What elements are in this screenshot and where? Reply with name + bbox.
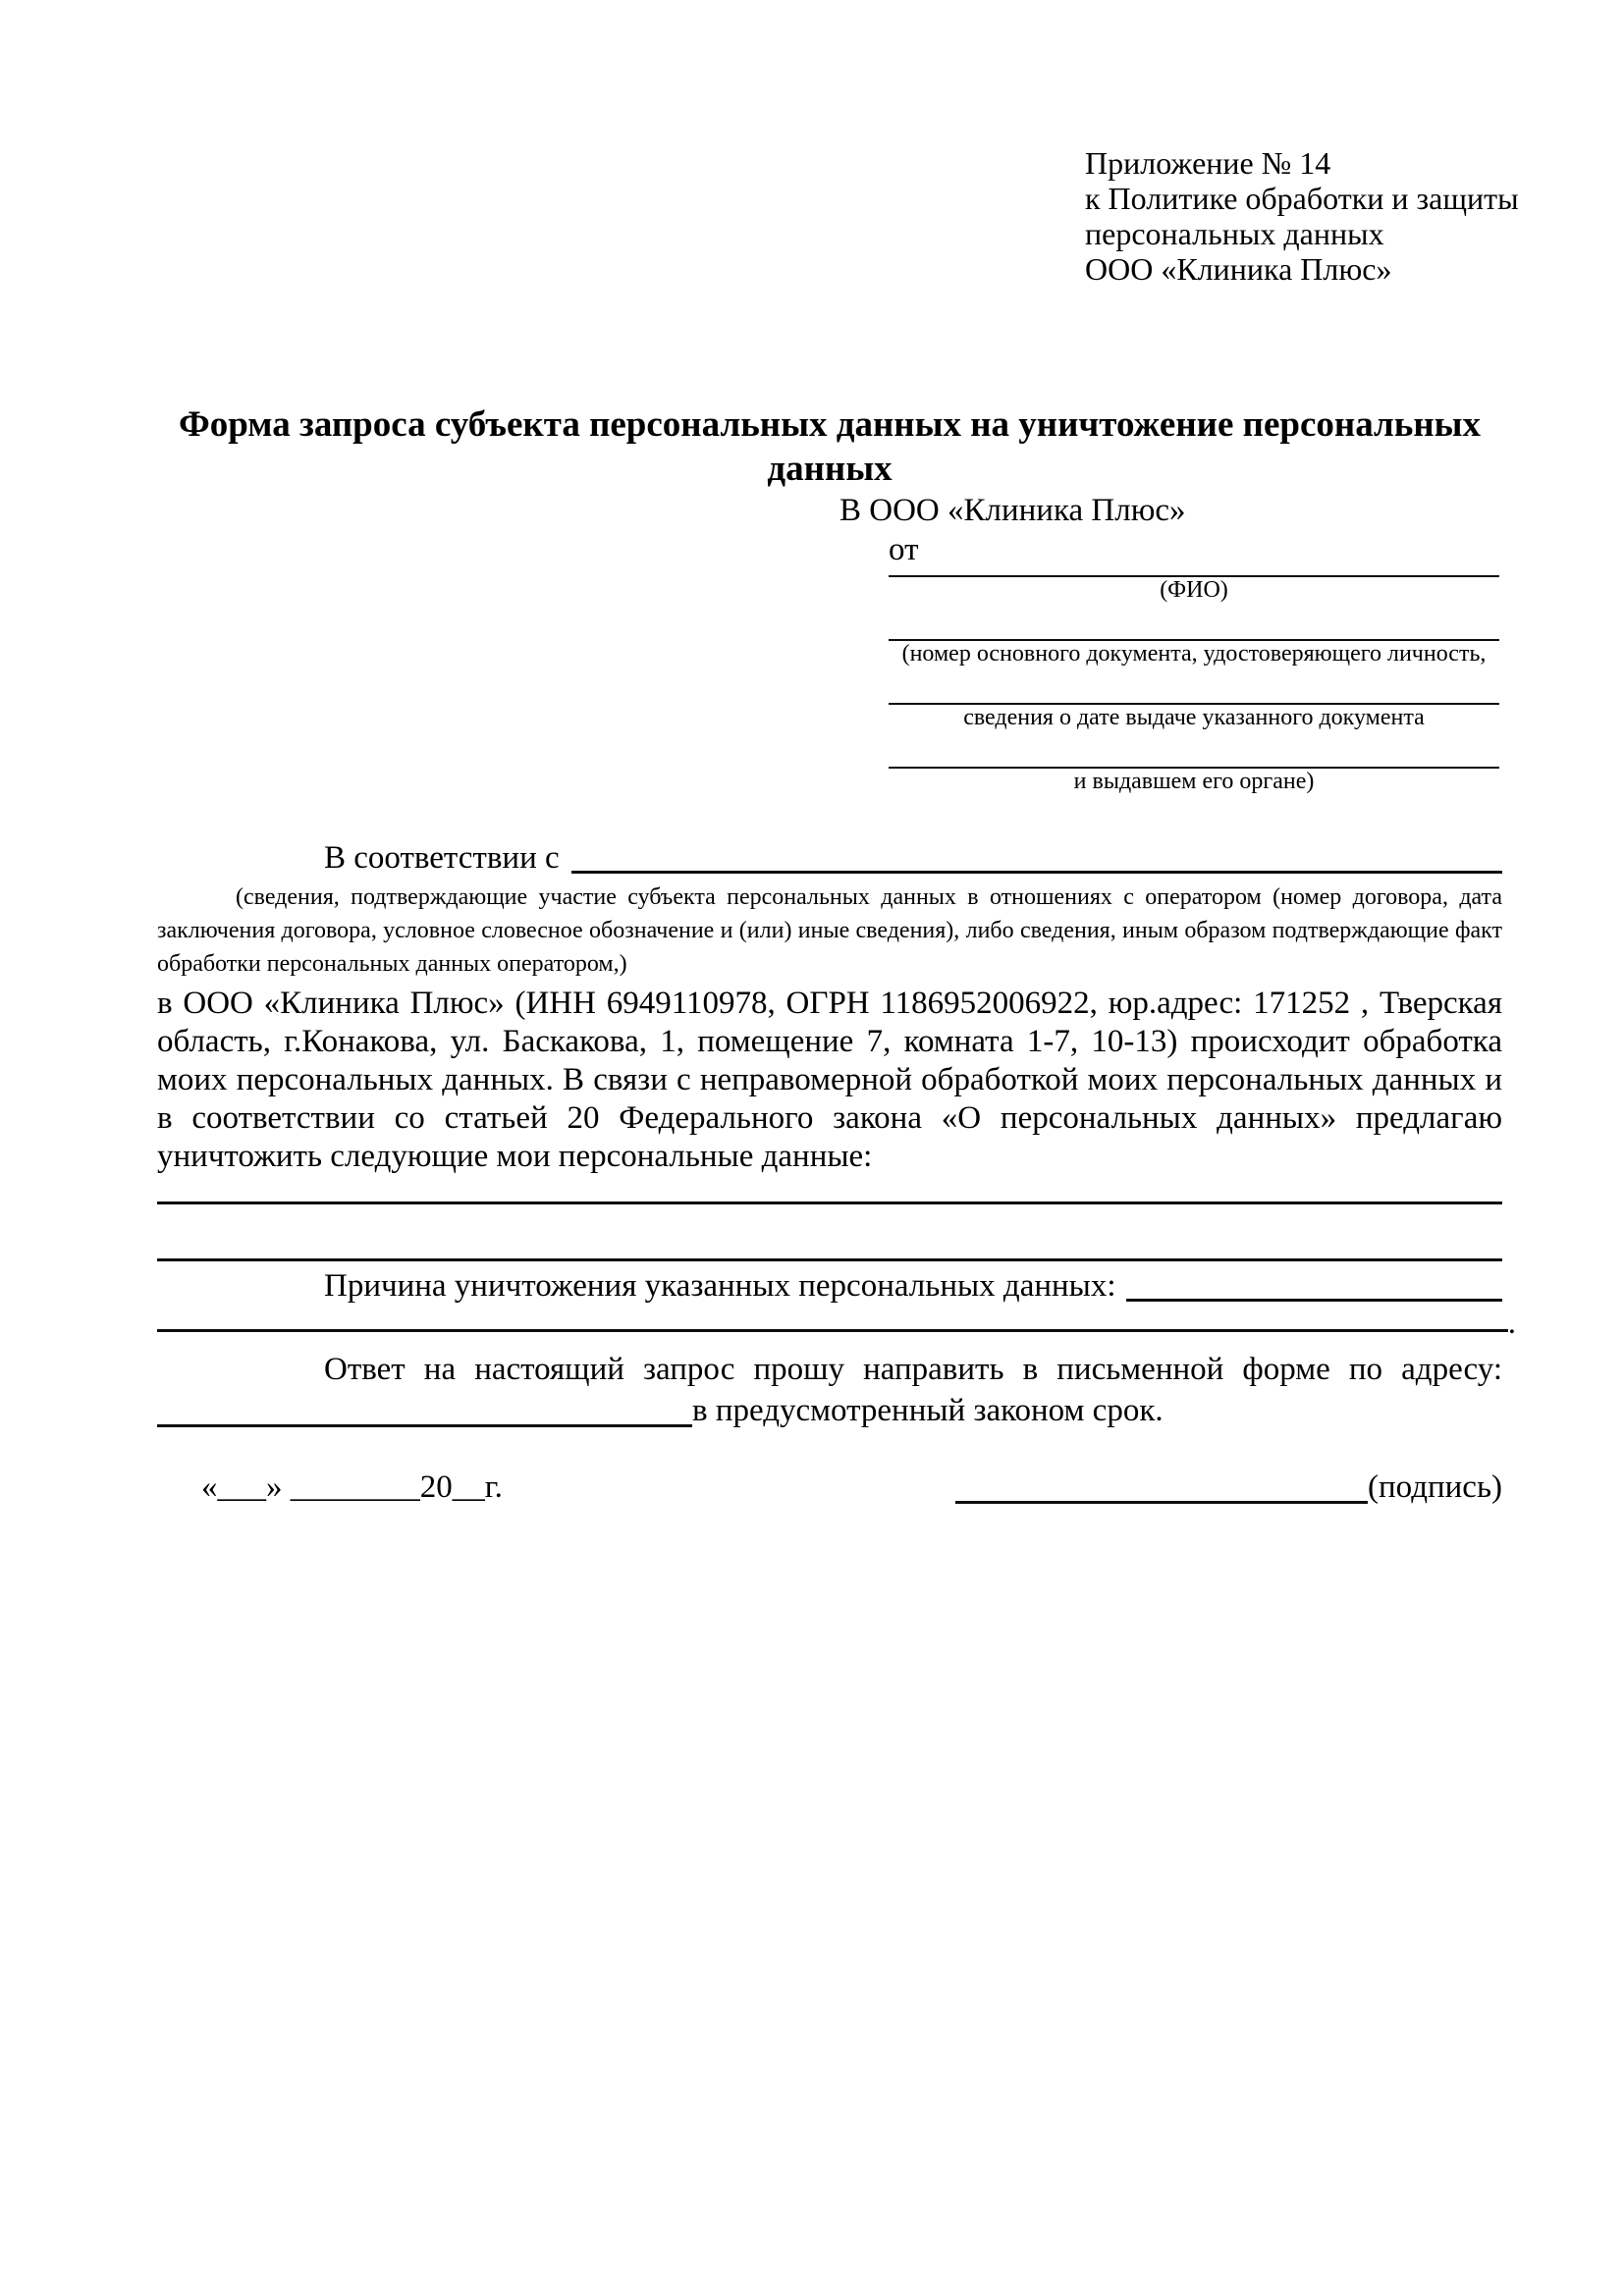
annex-note	[1085, 145, 1624, 287]
fio-caption: (ФИО)	[1160, 577, 1228, 603]
annex-note-line: ООО «Клиника Плюс»	[1085, 251, 1392, 287]
signature-group	[955, 1467, 1502, 1508]
reason-write-line	[1126, 1299, 1502, 1302]
issuing-authority-caption: и выдавшем его органе)	[1073, 769, 1315, 794]
document-title: Форма запроса субъекта персональных данных на уничтожение персональных данных	[178, 404, 1482, 489]
annex-note-line: персональных данных	[1085, 216, 1384, 251]
personal-data-write-line-2	[157, 1204, 1502, 1261]
main-paragraph: в ООО «Клиника Плюс» (ИНН 6949110978, ОГРН 1186952006922, юр.адрес: 171252 , Тверская область, г.Конакова, ул. Баскакова, 1, помещение 7, комната 1-7, 10-13) происходит обработка моих персональных данных. В связи с неправомерной обработкой моих персональных данных и в соответствии со статьей 20 Федерального закона «О персональных данных» предлагаю уничтожить следующие мои персональные данные:	[157, 986, 1502, 1174]
document-number-caption: (номер основного документа, удостоверяющего личность,	[901, 641, 1487, 667]
annex-note-line: к Политике обработки и защиты	[1085, 181, 1519, 216]
field-issue-date	[889, 667, 1499, 731]
signature-caption: (подпись)	[1368, 1469, 1502, 1505]
date-signature-row	[157, 1467, 1502, 1508]
response-tail: в предусмотренный законом срок.	[692, 1393, 1164, 1428]
field-document-number	[889, 604, 1499, 667]
reason-overflow-write-line	[157, 1308, 1508, 1332]
accordance-row	[324, 837, 1502, 879]
accordance-footnote: (сведения, подтверждающие участие субъекта персональных данных в отношениях с оператором (номер договора, дата заключения договора, условное словесное обозначение и (или) иные сведения), либо сведения, иным образом подтверждающие факт обработки персональных данных оператором,)	[157, 884, 1502, 977]
field-fio	[889, 569, 1499, 604]
issue-date-write-line	[889, 667, 1499, 705]
field-issuing-authority	[889, 731, 1499, 795]
addressee-from-label: от	[889, 532, 919, 567]
response-sentence: Ответ на настоящий запрос прошу направить в письменной форме по адресу:	[324, 1352, 1502, 1387]
addressee-fields	[889, 569, 1499, 795]
document-number-write-line	[889, 604, 1499, 641]
reason-label: Причина уничтожения указанных персональных данных:	[324, 1268, 1116, 1304]
accordance-label: В соответствии с	[324, 840, 560, 876]
issue-date-caption: сведения о дате выдаче указанного документа	[963, 705, 1425, 730]
issuing-authority-write-line	[889, 731, 1499, 769]
response-address-write-line	[157, 1390, 692, 1427]
addressee-to-line: В ООО «Клиника Плюс»	[839, 493, 1186, 528]
fio-write-line	[889, 569, 1499, 577]
response-address-row	[157, 1390, 1502, 1431]
reason-overflow-period: .	[1507, 1306, 1516, 1341]
signature-write-line	[955, 1501, 1368, 1504]
annex-note-line: Приложение № 14	[1085, 145, 1331, 181]
reason-row	[324, 1264, 1502, 1308]
reason-overflow-row	[157, 1306, 1516, 1341]
personal-data-write-line-1	[157, 1176, 1502, 1204]
date-template: «___» ________20__г.	[201, 1469, 503, 1505]
accordance-write-line	[571, 871, 1502, 874]
